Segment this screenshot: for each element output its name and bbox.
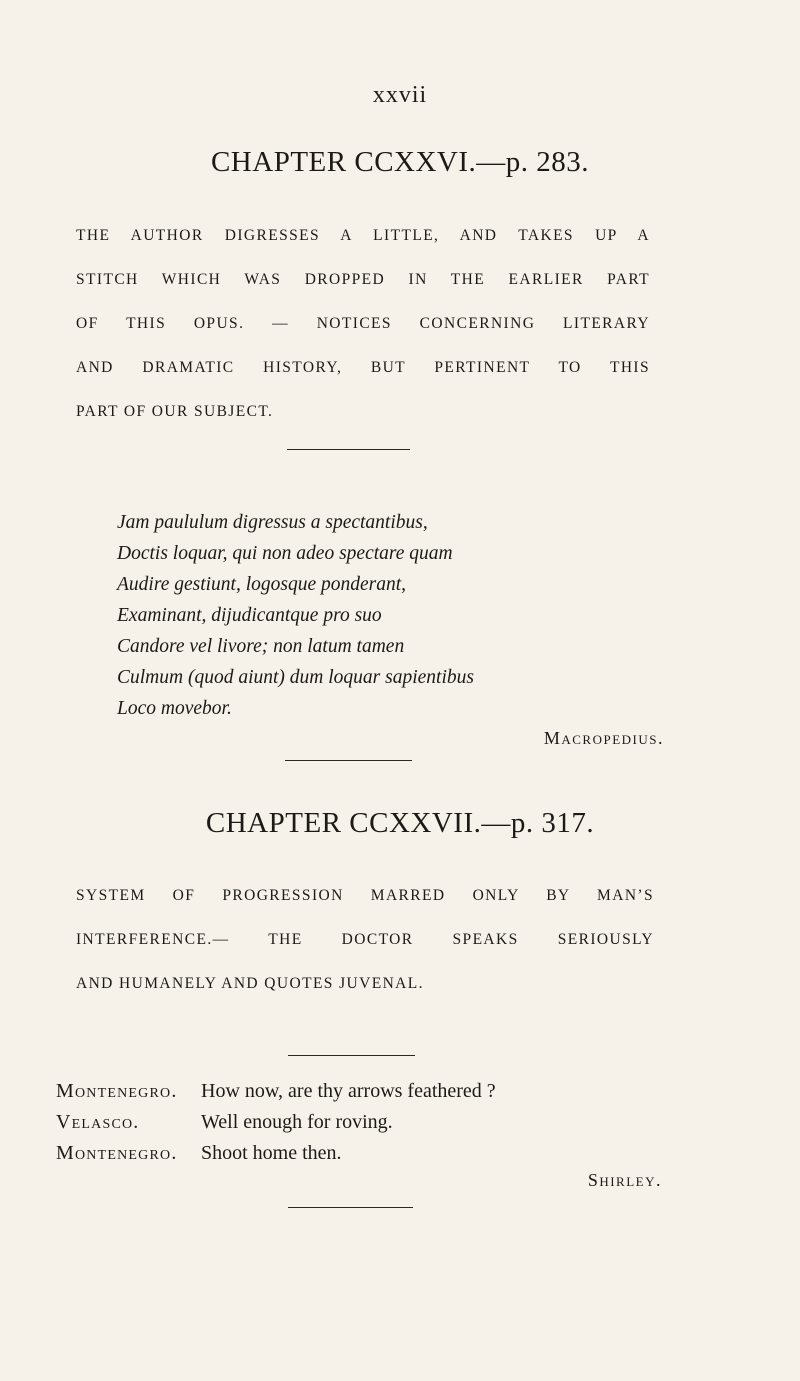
verse-line: Doctis loquar, qui non adeo spectare quam [117, 543, 453, 564]
summary-line: THE AUTHOR DIGRESSES A LITTLE, AND TAKES UP A [76, 227, 650, 244]
dialogue-line: Well enough for roving. [201, 1111, 393, 1133]
summary-line: STITCH WHICH WAS DROPPED IN THE EARLIER PART [76, 271, 650, 288]
summary-line: INTERFERENCE.— THE DOCTOR SPEAKS SERIOUSLY [76, 931, 654, 948]
chapter-summary-ccxxvii [76, 874, 654, 1006]
chapter-title-ccxxvii: CHAPTER CCXXVII.—p. 317. [205, 807, 595, 839]
verse-line: Culmum (quod aiunt) dum loquar sapientibus [117, 667, 474, 688]
summary-line: PART OF OUR SUBJECT. [76, 403, 274, 420]
section-divider [288, 1207, 413, 1208]
page-number: xxvii [372, 82, 428, 108]
chapter-title-ccxxvi: CHAPTER CCXXVI.—p. 283. [210, 146, 590, 178]
summary-line: AND DRAMATIC HISTORY, BUT PERTINENT TO THIS [76, 359, 650, 376]
epigraph-attribution: Macropedius. [543, 728, 664, 748]
epigraph-dialogue [56, 1076, 696, 1169]
summary-line: OF THIS OPUS. — NOTICES CONCERNING LITERARY [76, 315, 650, 332]
dialogue-line: Shoot home then. [201, 1142, 342, 1164]
section-divider [287, 449, 410, 450]
dialogue-row [56, 1138, 696, 1169]
summary-line: AND HUMANELY AND QUOTES JUVENAL. [76, 975, 424, 992]
speaker-name: Velasco. [56, 1111, 140, 1133]
section-divider [285, 760, 412, 761]
verse-line: Examinant, dijudicantque pro suo [117, 605, 382, 626]
epigraph-verse [117, 507, 657, 724]
dialogue-line: How now, are thy arrows feathered ? [201, 1080, 496, 1102]
verse-line: Jam paululum digressus a spectantibus, [117, 512, 428, 533]
chapter-summary-ccxxvi [76, 214, 650, 434]
section-divider [288, 1055, 415, 1056]
epigraph-attribution: Shirley. [587, 1170, 662, 1190]
verse-line: Loco movebor. [117, 698, 232, 719]
speaker-name: Montenegro. [56, 1142, 178, 1164]
verse-line: Audire gestiunt, logosque ponderant, [117, 574, 407, 595]
verse-line: Candore vel livore; non latum tamen [117, 636, 405, 657]
speaker-name: Montenegro. [56, 1080, 178, 1102]
dialogue-row [56, 1076, 696, 1107]
dialogue-row [56, 1107, 696, 1138]
summary-line: SYSTEM OF PROGRESSION MARRED ONLY BY MAN’S [76, 887, 654, 904]
